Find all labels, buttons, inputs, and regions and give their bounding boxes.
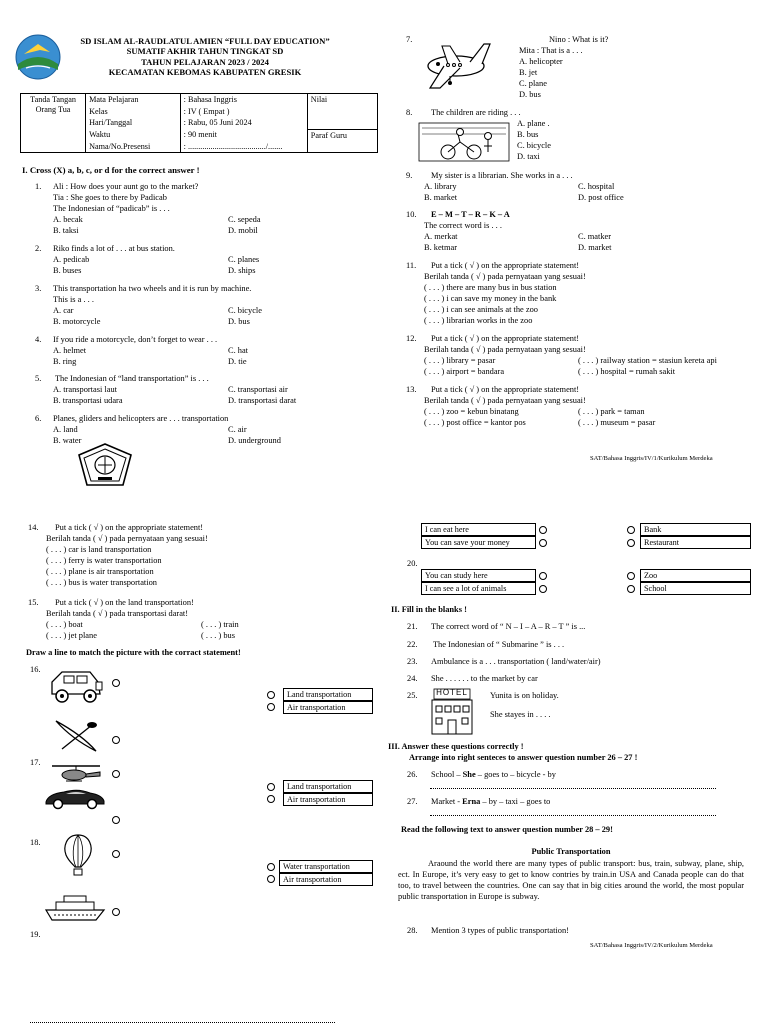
question-text: Tia : She goes to there by Padicab <box>53 192 167 202</box>
question-text: Riko finds a lot of . . . at bus station. <box>53 244 175 253</box>
question-text: The correct word of “ N – I – A – R – T ” is ... <box>431 622 586 631</box>
matching-instructions: Draw a line to match the picture with the corract statement! <box>26 648 241 657</box>
tick-statement[interactable]: ( . . . ) car is land transportation <box>46 544 152 554</box>
option-c[interactable]: C. planes <box>228 254 260 264</box>
question-number: 20. <box>407 559 418 568</box>
question-number: 15. <box>28 598 39 607</box>
question-4 <box>35 335 375 368</box>
page-footer: SAT/Bahasa Inggris/IV/1/Kurikulum Merdeka <box>590 455 713 462</box>
option-b[interactable]: B. transportasi udara <box>53 395 123 405</box>
question-24 <box>407 674 538 685</box>
question-text: Nino : What is it? <box>549 35 609 44</box>
question-number: 3. <box>35 284 42 293</box>
arrange-instructions: Arrange into right senteces to answer question number 26 – 27 ! <box>409 753 638 762</box>
school-year: TAHUN PELAJARAN 2023 / 2024 <box>141 56 269 67</box>
option-a[interactable]: A. library <box>424 181 457 191</box>
teacher-initial-cell[interactable]: Paraf Guru <box>307 129 377 153</box>
option-d[interactable]: D. post office <box>578 192 624 202</box>
sports-car-picture <box>44 786 106 810</box>
question-text: If you ride a motorcycle, don’t forget to wear . . . <box>53 335 218 344</box>
question-12 <box>406 334 751 378</box>
match-statement[interactable]: You can study here <box>421 569 536 582</box>
option-a[interactable]: A. helicopter <box>519 56 563 66</box>
question-text: Berilah tanda ( √ ) pada pernyataan yang sesuai! <box>424 271 586 281</box>
match-dot[interactable] <box>112 736 120 744</box>
question-text-bold: Erna <box>462 797 481 806</box>
option-a[interactable]: A. becak <box>53 214 83 224</box>
match-option[interactable]: Water transportation <box>279 860 373 873</box>
question-text: Market - <box>431 797 463 806</box>
option-b[interactable]: B. bus <box>517 129 539 139</box>
question-number: 16. <box>30 665 41 674</box>
question-text: Planes, gliders and helicopters are . . . transportation <box>53 414 229 423</box>
question-text: The Indonesian of “padicab” is . . . <box>53 203 170 213</box>
question-text: Put a tick ( √ ) on the appropriate statement! <box>431 385 580 394</box>
match-dot[interactable] <box>112 816 120 824</box>
tick-statement[interactable]: ( . . . ) librarian works in the zoo <box>424 315 533 325</box>
match-option[interactable]: Land transportation <box>283 780 373 793</box>
question-10 <box>406 210 751 254</box>
question-number: 23. <box>407 657 418 666</box>
info-label: Kelas <box>86 106 181 118</box>
name-field[interactable]: : ....................................../....... <box>180 141 307 153</box>
question-text: Put a tick ( √ ) on the appropriate statement! <box>431 334 580 343</box>
question-15 <box>28 598 368 642</box>
question-text: She stayes in . . . . <box>490 710 551 719</box>
option-d[interactable]: D. transportasi darat <box>228 395 297 405</box>
match-dot[interactable] <box>627 539 635 547</box>
question-text: Berilah tanda ( √ ) pada pernyataan yang sesuai! <box>424 395 586 405</box>
match-dot[interactable] <box>627 526 635 534</box>
question-3 <box>35 284 375 328</box>
match-place[interactable]: Restaurant <box>640 536 751 549</box>
match-dot[interactable] <box>267 795 275 803</box>
question-text: The Indonesian of “land transportation” is . . . <box>53 374 209 383</box>
match-dot[interactable] <box>112 850 120 858</box>
reading-text: Araound the world there are many types of public transport: bus, train, subway, plane, ship, ect. In Europe, it’s very easy to get to know contries by train.in USA and Canada people can do that too, to travel between the countries. One can say that in big cities around the world, the most popular public transportation in Europe is subway. <box>398 859 744 902</box>
option-d[interactable]: D. bus <box>228 316 250 326</box>
tick-statement[interactable]: ( . . . ) i can save my money in the bank <box>424 293 557 303</box>
parent-signature-cell[interactable]: Tanda Tangan Orang Tua <box>21 94 86 153</box>
match-option[interactable]: Air transportation <box>279 873 373 886</box>
option-a[interactable]: A. transportasi laut <box>53 384 117 394</box>
question-text: The Indonesian of “ Submarine ” is . . . <box>431 640 565 649</box>
match-option[interactable]: Air transportation <box>283 701 373 714</box>
match-statement[interactable]: I can see a lot of animals <box>421 582 536 595</box>
option-c[interactable]: C. bicycle <box>228 305 262 315</box>
option-d[interactable]: D. bus <box>519 89 541 99</box>
option-b[interactable]: B. buses <box>53 265 82 275</box>
match-dot[interactable] <box>267 691 275 699</box>
section1-title: I. Cross (X) a, b, c, or d for the correct answer ! <box>22 165 200 175</box>
answer-line[interactable] <box>430 788 716 789</box>
section2-title: II. Fill in the blanks ! <box>391 605 467 614</box>
answer-line[interactable] <box>30 1022 335 1023</box>
tick-statement[interactable]: ( . . . ) ferry is water transportation <box>46 555 162 565</box>
question-number: 11. <box>406 261 417 270</box>
reading-instructions: Read the following text to answer question number 28 – 29! <box>401 825 613 834</box>
question-number: 17. <box>30 758 41 767</box>
match-dot[interactable] <box>267 875 275 883</box>
question-text: – goes to – bicycle - by <box>475 770 556 779</box>
question-text: This transportation ha two wheels and it is run by machine. <box>53 284 252 293</box>
question-text: Put a tick ( √ ) on the appropriate statement! <box>431 261 580 270</box>
student-info-table <box>20 93 378 153</box>
option-b[interactable]: B. water <box>53 435 82 445</box>
question-text: This is a . . . <box>53 294 94 304</box>
question-number: 25. <box>407 691 418 700</box>
match-dot[interactable] <box>267 863 275 871</box>
question-number: 4. <box>35 335 42 344</box>
school-name: SD ISLAM AL-RAUDLATUL AMIEN “FULL DAY EDUCATION” <box>80 36 330 46</box>
tick-statement[interactable]: ( . . . ) museum = pasar <box>578 417 656 427</box>
option-b[interactable]: B. ketmar <box>424 242 458 252</box>
question-1 <box>35 182 375 237</box>
option-c[interactable]: C. matker <box>578 231 612 241</box>
question-number: 24. <box>407 674 418 683</box>
question-26 <box>407 770 556 781</box>
question-text: Berilah tanda ( √ ) pada pernyataan yang sesuai! <box>424 344 586 354</box>
option-b[interactable]: B. jet <box>519 67 538 77</box>
question-text: Put a tick ( √ ) on the land transportation! <box>55 598 194 607</box>
match-statement[interactable]: You can save your money <box>421 536 536 549</box>
info-label: Waktu <box>86 129 181 141</box>
hotel-sign: HOTEL <box>436 688 468 697</box>
option-b[interactable]: B. market <box>424 192 458 202</box>
question-number: 7. <box>406 35 413 44</box>
question-text: – by – taxi – goes to <box>480 797 551 806</box>
option-b[interactable]: B. ring <box>53 356 77 366</box>
score-cell[interactable]: Nilai <box>307 94 377 130</box>
question-number: 12. <box>406 334 417 343</box>
match-dot[interactable] <box>267 703 275 711</box>
option-d[interactable]: D. underground <box>228 435 281 445</box>
option-d[interactable]: D. market <box>578 242 612 252</box>
option-a[interactable]: A. helmet <box>53 345 87 355</box>
school-stamp <box>76 441 134 487</box>
question-text: Ambulance is a . . . transportation ( land/water/air) <box>431 657 601 666</box>
reading-title: Public Transportation <box>531 847 611 856</box>
tick-statement[interactable]: ( . . . ) there are many bus in bus station <box>424 282 557 292</box>
option-a[interactable]: A. car <box>53 305 74 315</box>
question-text: Put a tick ( √ ) on the appropriate statement! <box>55 523 204 532</box>
question-number: 27. <box>407 797 418 806</box>
question-number: 10. <box>406 210 417 219</box>
question-text: School – <box>431 770 463 779</box>
district: KECAMATAN KEBOMAS KABUPATEN GRESIK <box>108 67 302 78</box>
tick-statement[interactable]: ( . . . ) boat <box>46 619 83 629</box>
question-13 <box>406 385 751 429</box>
question-text: The children are riding . . . <box>431 108 521 117</box>
cruise-ship-picture <box>44 892 106 922</box>
question-number: 18. <box>30 838 41 847</box>
question-2 <box>35 244 375 277</box>
option-a[interactable]: A. land <box>53 424 78 434</box>
question-text: The correct word is . . . <box>424 220 502 230</box>
question-number: 2. <box>35 244 42 253</box>
question-text: She . . . . . . to the market by car <box>431 674 538 683</box>
page-footer: SAT/Bahasa Inggris/IV/2/Kurikulum Merdeka <box>590 942 713 949</box>
question-number: 26. <box>407 770 418 779</box>
question-23 <box>407 657 601 668</box>
tick-statement[interactable]: ( . . . ) bus <box>201 630 235 640</box>
option-c[interactable]: C. air <box>228 424 247 434</box>
option-c[interactable]: C. hat <box>228 345 249 355</box>
option-b[interactable]: B. taksi <box>53 225 79 235</box>
exam-header <box>40 36 370 78</box>
tick-statement[interactable]: ( . . . ) railway station = stasiun kereta api <box>578 355 717 365</box>
match-dot[interactable] <box>539 585 547 593</box>
question-text: Berilah tanda ( √ ) pada transportasi darat! <box>46 608 189 618</box>
question-number: 13. <box>406 385 417 394</box>
question-number: 6. <box>35 414 42 423</box>
option-c[interactable]: C. plane <box>519 78 547 88</box>
question-14 <box>28 523 368 589</box>
match-dot[interactable] <box>112 770 120 778</box>
option-c[interactable]: C. hospital <box>578 181 615 191</box>
question-number: 5. <box>35 374 42 383</box>
info-value: : Bahasa Inggris <box>180 94 307 106</box>
tick-statement[interactable]: ( . . . ) zoo = kebun binatang <box>424 406 519 416</box>
tick-statement[interactable]: ( . . . ) hospital = rumah sakit <box>578 366 676 376</box>
question-text: Mention 3 types of public transportation! <box>431 926 569 935</box>
question-text: Ali : How does your aunt go to the market? <box>53 182 199 191</box>
match-dot[interactable] <box>539 572 547 580</box>
option-d[interactable]: D. mobil <box>228 225 258 235</box>
question-number: 14. <box>28 523 39 532</box>
tick-statement[interactable]: ( . . . ) park = taman <box>578 406 645 416</box>
question-text: Yunita is on holiday. <box>490 691 559 700</box>
question-text: Mita : That is a . . . <box>519 45 583 55</box>
question-number: 1. <box>35 182 42 191</box>
info-label: Mata Pelajaran <box>86 94 181 106</box>
match-statement[interactable]: I can eat here <box>421 523 536 536</box>
jeep-picture <box>48 668 104 704</box>
match-dot[interactable] <box>627 572 635 580</box>
question-text: My sister is a librarian. She works in a . . . <box>431 171 573 180</box>
question-number: 21. <box>407 622 418 631</box>
tick-statement[interactable]: ( . . . ) i can see animals at the zoo <box>424 304 538 314</box>
match-dot[interactable] <box>112 679 120 687</box>
question-text: Berilah tanda ( √ ) pada pernyataan yang sesuai! <box>46 533 208 543</box>
info-label: Nama/No.Presensi <box>86 141 181 153</box>
question-22 <box>407 640 564 651</box>
match-dot[interactable] <box>267 783 275 791</box>
option-a[interactable]: A. merkat <box>424 231 458 241</box>
question-number: 19. <box>30 930 41 939</box>
info-value: : IV ( Empat ) <box>180 106 307 118</box>
option-b[interactable]: B. motorcycle <box>53 316 101 326</box>
option-c[interactable]: C. sepeda <box>228 214 261 224</box>
option-a[interactable]: A. plane . <box>517 118 550 128</box>
option-d[interactable]: D. ships <box>228 265 256 275</box>
option-d[interactable]: D. taxi <box>517 151 540 161</box>
canoe-picture <box>52 715 102 755</box>
question-number: 8. <box>406 108 413 117</box>
tick-statement[interactable]: ( . . . ) jet plane <box>46 630 97 640</box>
match-place[interactable]: Zoo <box>640 569 751 582</box>
answer-line[interactable] <box>430 815 716 816</box>
question-9 <box>406 171 751 204</box>
option-d[interactable]: D. tie <box>228 356 247 366</box>
match-dot[interactable] <box>539 526 547 534</box>
info-value: : Rabu, 05 Juni 2024 <box>180 117 307 129</box>
question-28 <box>407 926 569 937</box>
exam-name: SUMATIF AKHIR TAHUN TINGKAT SD <box>126 46 284 57</box>
question-5 <box>35 374 375 407</box>
question-11 <box>406 261 751 327</box>
match-place[interactable]: Bank <box>640 523 751 536</box>
question-text: E – M – T – R – K – A <box>431 210 510 219</box>
hot-air-balloon-picture <box>62 833 94 877</box>
question-7 <box>406 35 666 101</box>
option-a[interactable]: A. pedicab <box>53 254 90 264</box>
question-27 <box>407 797 550 808</box>
children-bicycle-picture <box>418 122 510 162</box>
helicopter-picture <box>48 763 104 783</box>
section3-title: III. Answer these questions correctly ! <box>388 742 524 751</box>
match-option[interactable]: Air transportation <box>283 793 373 806</box>
hotel-picture <box>428 688 476 736</box>
info-label: Hari/Tanggal <box>86 117 181 129</box>
question-number: 9. <box>406 171 413 180</box>
option-c[interactable]: C. bicycle <box>517 140 551 150</box>
tick-statement[interactable]: ( . . . ) train <box>201 619 239 629</box>
tick-statement[interactable]: ( . . . ) airport = bandara <box>424 366 505 376</box>
match-dot[interactable] <box>112 908 120 916</box>
match-dot[interactable] <box>627 585 635 593</box>
match-dot[interactable] <box>539 539 547 547</box>
match-option[interactable]: Land transportation <box>283 688 373 701</box>
tick-statement[interactable]: ( . . . ) library = pasar <box>424 355 496 365</box>
tick-statement[interactable]: ( . . . ) post office = kantor pos <box>424 417 526 427</box>
question-21 <box>407 622 585 633</box>
question-number: 22. <box>407 640 418 649</box>
question-number: 28. <box>407 926 418 935</box>
info-value: : 90 menit <box>180 129 307 141</box>
question-text-bold: She <box>462 770 476 779</box>
match-place[interactable]: School <box>640 582 751 595</box>
tick-statement[interactable]: ( . . . ) bus is water transportation <box>46 577 157 587</box>
option-c[interactable]: C. transportasi air <box>228 384 288 394</box>
tick-statement[interactable]: ( . . . ) plane is air transportation <box>46 566 154 576</box>
